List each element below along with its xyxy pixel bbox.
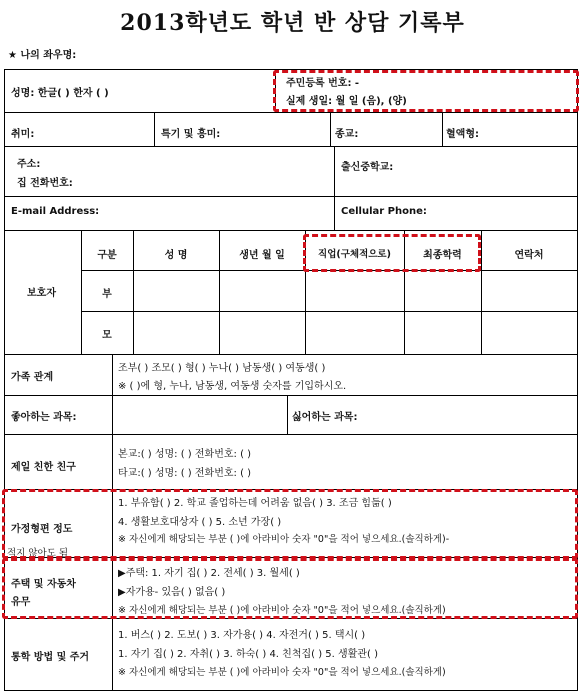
counseling-form — [4, 69, 578, 691]
friends-line-1[interactable]: 본교:( ) 성명: ( ) 전화번호: ( ) — [118, 449, 252, 460]
housing-label-2: 유무 — [11, 597, 31, 608]
finance-line-3: ※ 자신에게 해당되는 부분 ( )에 아라비아 숫자 "0"을 적어 넣으세요.(솔직하게)- — [118, 534, 450, 545]
middle-school-field[interactable]: 출신중학교: — [341, 162, 394, 173]
family-line-2: ※ ( )에 형, 누나, 남동생, 여동생 숫자를 기입하시오. — [118, 381, 347, 392]
housing-line-3: ※ 자신에게 해당되는 부분 ( )에 아라비아 숫자 "0"을 적어 넣으세요.(솔직하게) — [118, 605, 446, 616]
housing-line-2[interactable]: ▶자가용- 있음( ) 없음( ) — [118, 587, 226, 598]
friends-label: 제일 친한 친구 — [11, 462, 76, 473]
guardian-header-birth: 생년 월 일 — [239, 250, 285, 261]
family-line-1[interactable]: 조부( ) 조모( ) 형( ) 누나( ) 남동생( ) 여동생( ) — [118, 363, 326, 374]
blood-type-field[interactable]: 혈액형: — [446, 129, 479, 140]
family-label: 가족 관계 — [11, 372, 54, 383]
finance-line-4: 적지 않아도 됨 — [7, 548, 69, 559]
finance-line-1[interactable]: 1. 부유함( ) 2. 학교 졸업하는데 어려움 없음( ) 3. 조금 힘듦( ) — [118, 498, 392, 509]
housing-label-1: 주택 및 자동차 — [11, 579, 76, 590]
commute-line-1[interactable]: 1. 버스( ) 2. 도보( ) 3. 자가용( ) 4. 자전거( ) 5. 택시( ) — [118, 630, 366, 641]
finance-label: 가정형편 정도 — [11, 524, 73, 535]
email-field[interactable]: E-mail Address: — [11, 206, 100, 217]
religion-field[interactable]: 종교: — [335, 129, 359, 140]
guardian-header-contact: 연락처 — [514, 250, 544, 261]
cellular-field[interactable]: Cellular Phone: — [341, 206, 427, 217]
guardian-header-education: 최종학력 — [423, 250, 462, 261]
disliked-subject-field[interactable]: 싫어하는 과목: — [292, 412, 358, 423]
housing-line-1[interactable]: ▶주택: 1. 자기 집( ) 2. 전세( ) 3. 월세( ) — [118, 568, 300, 579]
guardian-header-type: 구분 — [97, 250, 117, 261]
home-phone-field[interactable]: 집 전화번호: — [17, 178, 73, 189]
birthday-field[interactable]: 실제 생일: 월 일 (음), (양) — [286, 96, 407, 107]
guardian-header-job: 직업(구체적으로) — [318, 249, 391, 260]
guardian-father: 부 — [102, 289, 112, 300]
page-title: 2013학년도 학년 반 상담 기록부 — [120, 10, 465, 36]
commute-line-3: ※ 자신에게 해당되는 부분 ( )에 아라비아 숫자 "0"을 적어 넣으세요.(솔직하게) — [118, 667, 446, 678]
commute-label: 통학 방법 및 주거 — [11, 652, 90, 663]
commute-line-2[interactable]: 1. 자기 집( ) 2. 자취( ) 3. 하숙( ) 4. 친척집( ) 5. 생활관( ) — [118, 649, 378, 660]
guardian-label: 보호자 — [27, 288, 56, 299]
skill-field[interactable]: 특기 및 흥미: — [161, 129, 221, 140]
address-field[interactable]: 주소: — [17, 159, 41, 170]
finance-line-2[interactable]: 4. 생활보호대상자 ( ) 5. 소년 가장( ) — [118, 517, 282, 528]
liked-subject-field[interactable]: 좋아하는 과목: — [11, 412, 77, 423]
guardian-mother: 모 — [102, 330, 112, 341]
motto-field[interactable]: ★ 나의 좌우명: — [8, 50, 77, 61]
hobby-field[interactable]: 취미: — [11, 129, 35, 140]
friends-line-2[interactable]: 타교:( ) 성명: ( ) 전화번호: ( ) — [118, 468, 252, 479]
resident-id-field[interactable]: 주민등록 번호: - — [286, 78, 360, 89]
name-field[interactable]: 성명: 한글( ) 한자 ( ) — [11, 88, 109, 99]
guardian-header-name: 성 명 — [164, 250, 188, 261]
